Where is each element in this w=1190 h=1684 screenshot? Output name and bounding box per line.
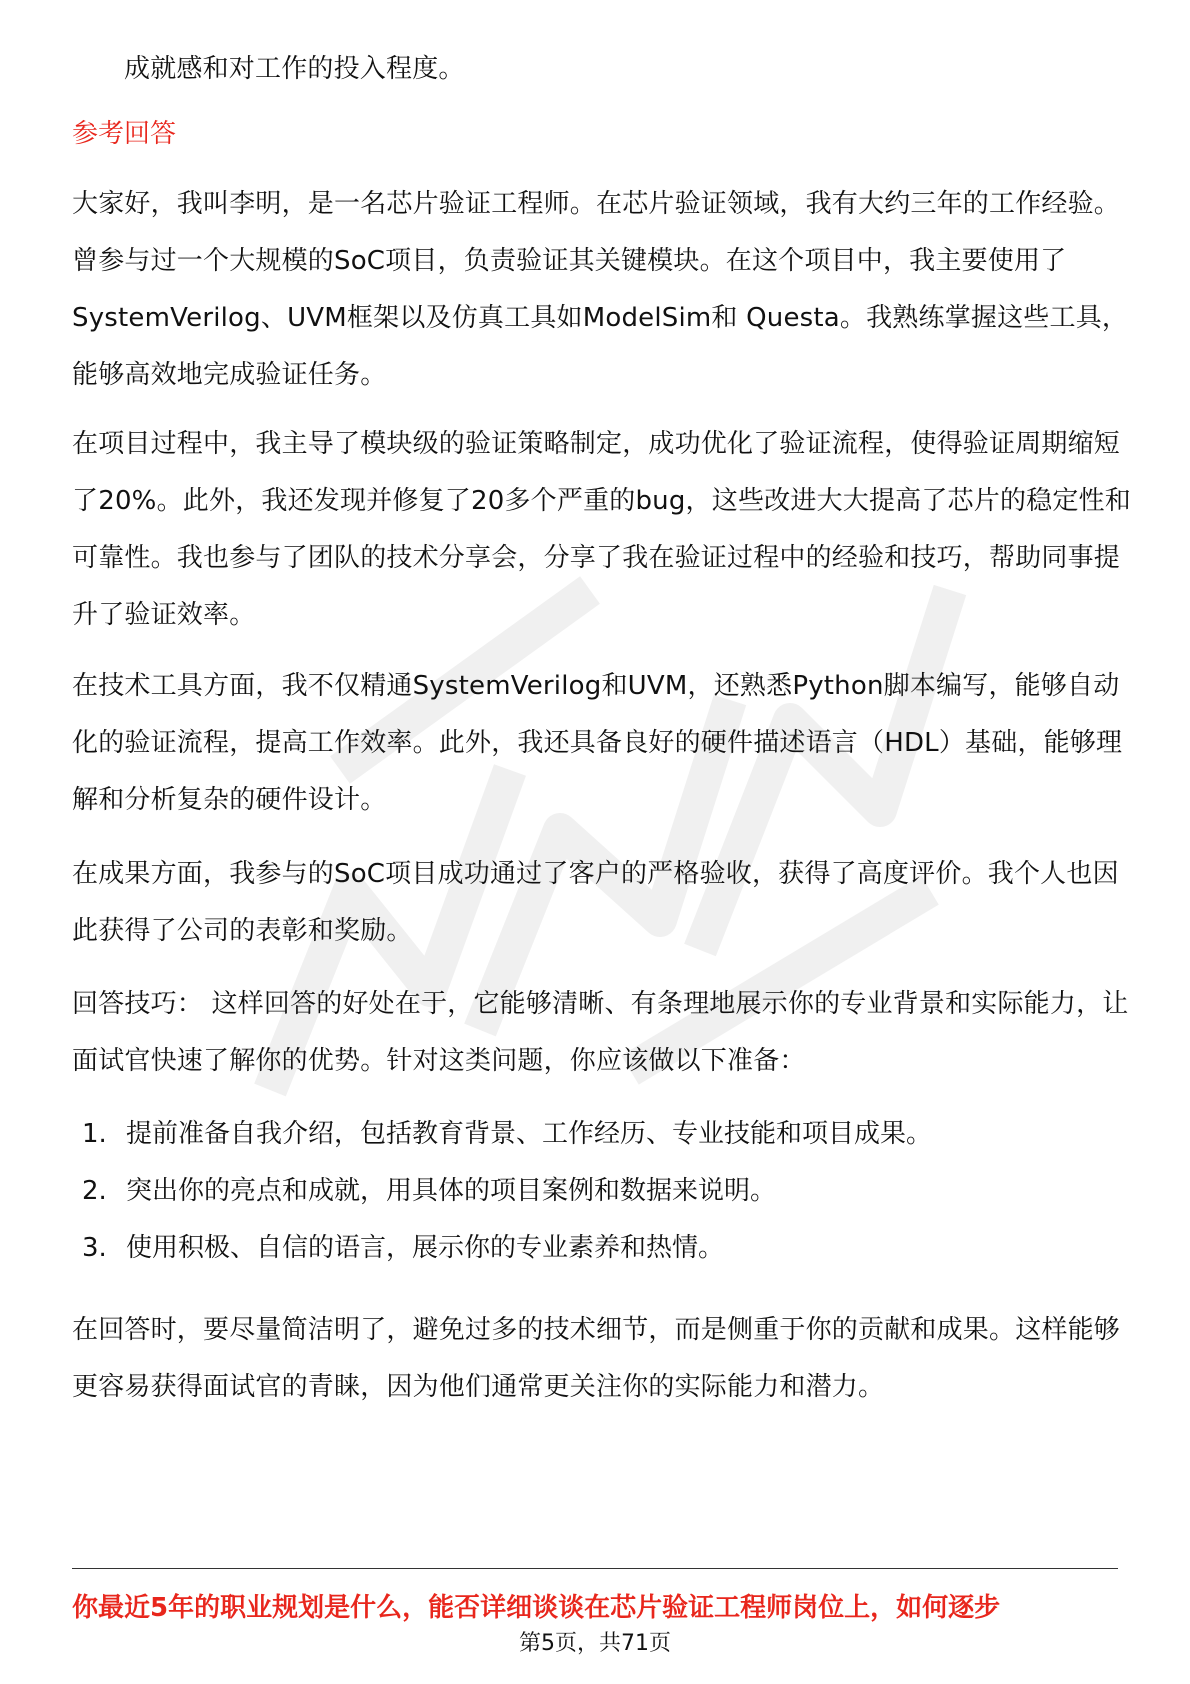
next-question-heading: 你最近5年的职业规划是什么，能否详细谈谈在芯片验证工程师岗位上，如何逐步 bbox=[72, 1593, 1001, 1623]
section-divider bbox=[72, 1568, 1118, 1569]
answer-paragraph-3: 在技术工具方面，我不仅精通SystemVerilog和UVM，还熟悉Python脚本编写，能够自动化的验证流程，提高工作效率。此外，我还具备良好的硬件描述语言（HDL）基础，能够理解和分析复杂的硬件设计。 bbox=[72, 671, 1123, 815]
answer-paragraph-2: 在项目过程中，我主导了模块级的验证策略制定，成功优化了验证流程，使得验证周期缩短了20%。此外，我还发现并修复了20多个严重的bug，这些改进大大提高了芯片的稳定性和可靠性。我也参与了团队的技术分享会，分享了我在验证过程中的经验和技巧，帮助同事提升了验证效率。 bbox=[72, 429, 1131, 630]
list-item bbox=[82, 1163, 1122, 1220]
page-number-footer: 第5页，共71页 bbox=[519, 1631, 671, 1656]
closing-paragraph: 在回答时，要尽量简洁明了，避免过多的技术细节，而是侧重于你的贡献和成果。这样能够更容易获得面试官的青睐，因为他们通常更关注你的实际能力和潜力。 bbox=[72, 1315, 1121, 1402]
tips-list bbox=[82, 1106, 1122, 1277]
list-item bbox=[82, 1220, 1122, 1277]
list-item-text: 使用积极、自信的语言，展示你的专业素养和热情。 bbox=[126, 1233, 725, 1263]
list-item bbox=[82, 1106, 1122, 1163]
answer-paragraph-1: 大家好，我叫李明，是一名芯片验证工程师。在芯片验证领域，我有大约三年的工作经验。曾参与过一个大规模的SoC项目，负责验证其关键模块。在这个项目中，我主要使用了SystemVerilog、UVM框架以及仿真工具如ModelSim和 Questa。我熟练掌握这些工具，能够高效地完成验证任务。 bbox=[72, 189, 1129, 390]
list-item-text: 突出你的亮点和成就，用具体的项目案例和数据来说明。 bbox=[126, 1176, 777, 1206]
answer-paragraph-4: 在成果方面，我参与的SoC项目成功通过了客户的严格验收，获得了高度评价。我个人也因此获得了公司的表彰和奖励。 bbox=[72, 859, 1119, 946]
list-item-number: 3. bbox=[82, 1233, 107, 1263]
answer-tips-paragraph: 回答技巧： 这样回答的好处在于，它能够清晰、有条理地展示你的专业背景和实际能力，让面试官快速了解你的优势。针对这类问题，你应该做以下准备： bbox=[72, 989, 1129, 1076]
intro-tail-text: 成就感和对工作的投入程度。 bbox=[124, 54, 465, 84]
list-item-text: 提前准备自我介绍，包括教育背景、工作经历、专业技能和项目成果。 bbox=[126, 1119, 933, 1149]
list-item-number: 2. bbox=[82, 1176, 107, 1206]
reference-answer-heading: 参考回答 bbox=[72, 119, 177, 149]
list-item-number: 1. bbox=[82, 1119, 107, 1149]
